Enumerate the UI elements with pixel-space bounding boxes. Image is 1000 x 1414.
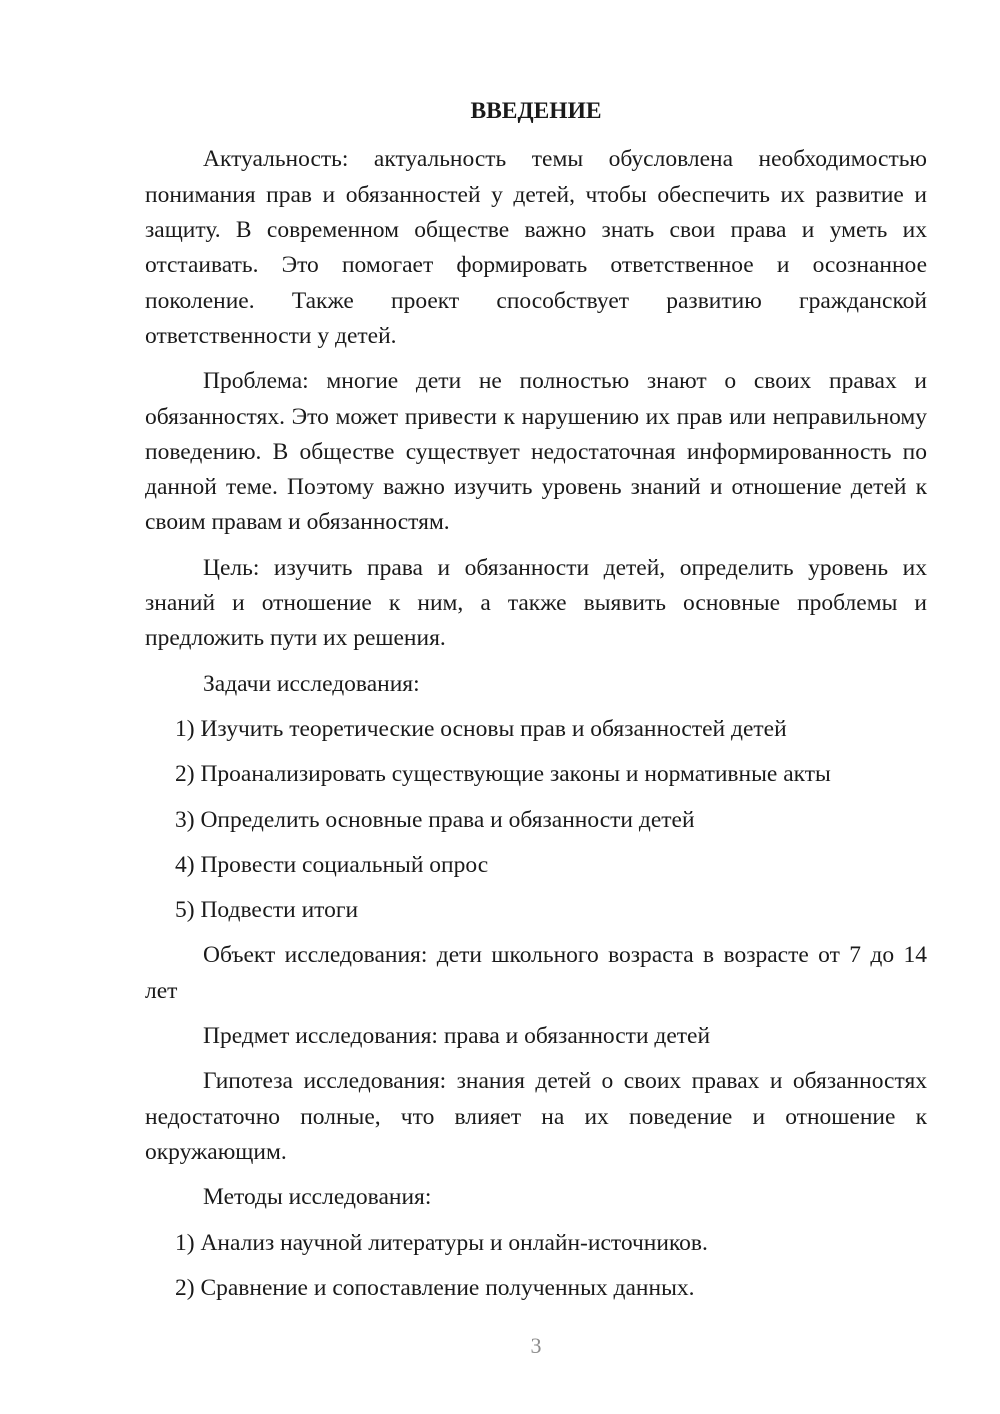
paragraph-object: Объект исследования: дети школьного возраста в возрасте от 7 до 14 лет [145,942,927,1004]
task-item: 3) Определить основные права и обязанности детей [175,806,695,833]
page-number: 3 [530,1333,542,1358]
task-item: 1) Изучить теоретические основы прав и обязанностей детей [175,715,787,742]
method-item: 1) Анализ научной литературы и онлайн-источников. [175,1229,708,1256]
paragraph-problem: Проблема: многие дети не полностью знают о своих правах и обязанностях. Это может привести к нарушению их прав или неправильному поведению. В обществе существует недостаточная информированность по данной теме. Поэтому важно изучить уровень знаний и отношение детей к своим правам и обязанностям. [145,368,927,536]
methods-heading: Методы исследования: [203,1184,432,1211]
paragraph-subject: Предмет исследования: права и обязанности детей [203,1023,711,1050]
paragraph-goal: Цель: изучить права и обязанности детей, определить уровень их знаний и отношение к ним, а также выявить основные проблемы и предложить пути их решения. [145,554,927,652]
task-list [145,712,927,928]
paragraph-relevance: Актуальность: актуальность темы обусловлена необходимостью понимания прав и обязанностей у детей, чтобы обеспечить их развитие и защиту. В современном обществе важно знать свои права и уметь их отстаивать. Это помогает формировать ответственное и осознанное поколение. Также проект способствует развитию гражданской ответственности у детей. [145,146,927,349]
section-title: ВВЕДЕНИЕ [470,97,602,124]
task-item: 4) Провести социальный опрос [175,851,489,878]
method-list [145,1226,927,1307]
paragraph-hypothesis: Гипотеза исследования: знания детей о своих правах и обязанностях недостаточно полные, что влияет на их поведение и отношение к окружающим. [145,1068,927,1165]
method-item: 2) Сравнение и сопоставление полученных данных. [175,1274,695,1301]
task-item: 2) Проанализировать существующие законы и нормативные акты [175,761,831,788]
document-body [145,94,927,1317]
task-item: 5) Подвести итоги [175,897,359,924]
tasks-heading: Задачи исследования: [203,670,420,697]
